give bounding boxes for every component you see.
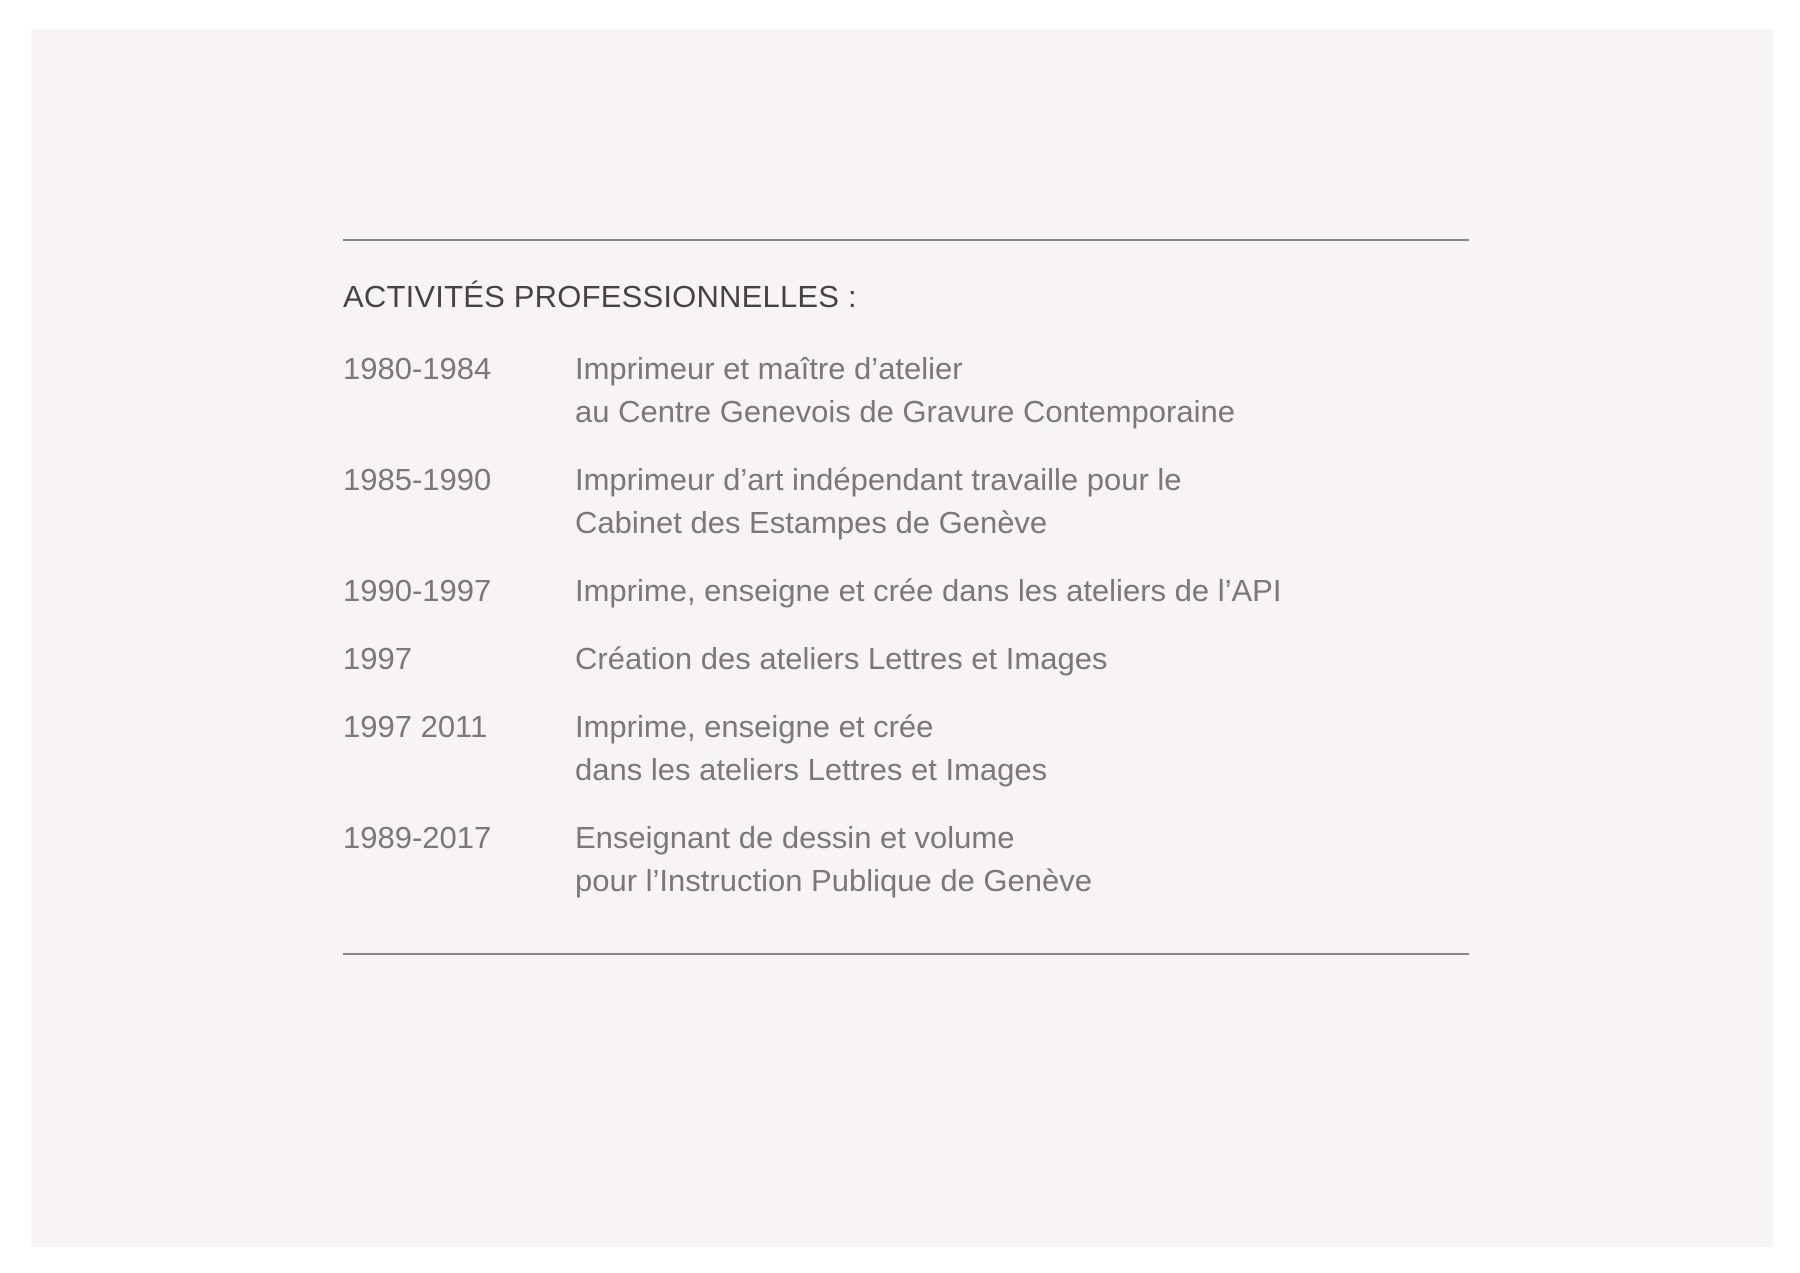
activity-entry [343,705,1469,791]
page-sheet [31,29,1773,1247]
activity-description-line: au Centre Genevois de Gravure Contemporaine [575,394,1235,429]
top-divider [343,239,1469,241]
activity-year: 1980-1984 [343,351,492,386]
activity-entry [343,347,1469,433]
activity-description [575,347,1469,433]
activity-description-line: Imprime, enseigne et crée [575,709,934,744]
activity-year: 1990-1997 [343,573,492,608]
activity-year: 1985-1990 [343,462,492,497]
activity-description-line: dans les ateliers Lettres et Images [575,752,1048,787]
activity-description [575,458,1469,544]
activity-year: 1997 2011 [343,709,488,744]
activity-description-line: pour l’Instruction Publique de Genève [575,863,1092,898]
activity-description-line: Création des ateliers Lettres et Images [575,641,1108,676]
activity-entry [343,458,1469,544]
activity-description-line: Imprimeur d’art indépendant travaille pour le [575,462,1182,497]
activity-description [575,705,1469,791]
activity-entry [343,569,1469,612]
activity-entry [343,816,1469,902]
activity-description-line: Enseignant de dessin et volume [575,820,1015,855]
activity-description [575,569,1469,612]
activity-description-line: Imprimeur et maître d’atelier [575,351,963,386]
bottom-divider [343,953,1469,955]
activity-list [343,347,1469,927]
activity-entry [343,637,1469,680]
section-heading: ACTIVITÉS PROFESSIONNELLES : [343,279,857,314]
activity-description-line: Cabinet des Estampes de Genève [575,505,1048,540]
activity-description-line: Imprime, enseigne et crée dans les ateliers de l’API [575,573,1282,608]
activity-description [575,816,1469,902]
activity-year: 1997 [343,641,412,676]
activity-year: 1989-2017 [343,820,492,855]
activity-description [575,637,1469,680]
